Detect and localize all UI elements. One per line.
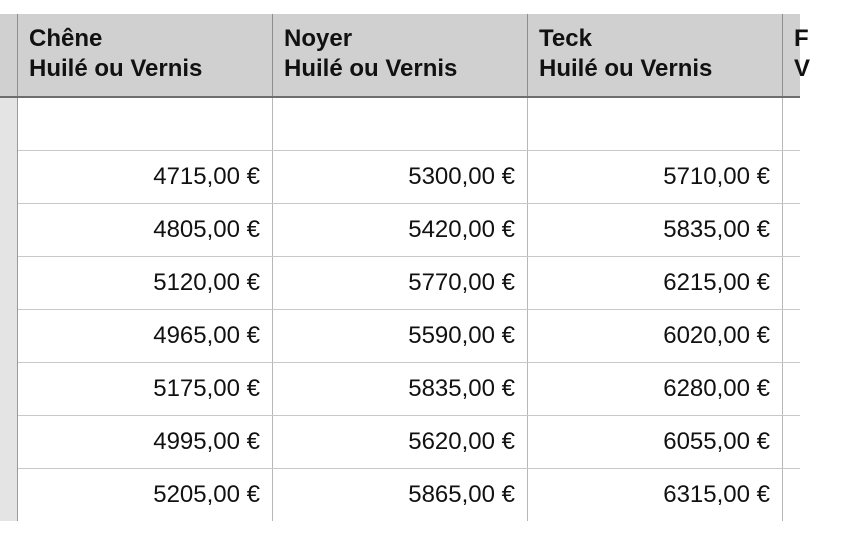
- bottom-margin: [0, 521, 800, 533]
- table-cell[interactable]: 5710,00 €: [528, 151, 783, 203]
- table-cell[interactable]: [528, 98, 783, 150]
- table-cell[interactable]: [783, 310, 843, 362]
- table-cell[interactable]: 6315,00 €: [528, 469, 783, 521]
- header-line1: Teck: [539, 25, 592, 52]
- table-cell[interactable]: 5835,00 €: [528, 204, 783, 256]
- table-cell[interactable]: 4995,00 €: [18, 416, 273, 468]
- table-cell[interactable]: 4715,00 €: [18, 151, 273, 203]
- table-cell[interactable]: 6215,00 €: [528, 257, 783, 309]
- table-cell[interactable]: 5835,00 €: [273, 363, 528, 415]
- table-cell[interactable]: [783, 257, 843, 309]
- header-row: [0, 14, 811, 98]
- table-cell[interactable]: 5620,00 €: [273, 416, 528, 468]
- table-cell[interactable]: 4805,00 €: [18, 204, 273, 256]
- table-row: [18, 469, 800, 522]
- column-header-noyer[interactable]: [273, 14, 528, 96]
- row-header-column: [0, 98, 18, 521]
- table-cell[interactable]: 5590,00 €: [273, 310, 528, 362]
- table-cell[interactable]: [783, 151, 843, 203]
- table-cell[interactable]: 4965,00 €: [18, 310, 273, 362]
- table-cell[interactable]: [783, 98, 843, 150]
- header-line2: Huilé ou Vernis: [539, 55, 713, 82]
- table-cell[interactable]: [783, 469, 843, 521]
- header-line2: Huilé ou Vernis: [284, 55, 458, 82]
- table-cell[interactable]: [273, 98, 528, 150]
- table-row: [18, 98, 800, 151]
- table-cell[interactable]: 5175,00 €: [18, 363, 273, 415]
- table-row: [18, 310, 800, 363]
- table-cell[interactable]: [783, 416, 843, 468]
- table-cell[interactable]: [783, 363, 843, 415]
- table-row: [18, 204, 800, 257]
- table-cell[interactable]: 5120,00 €: [18, 257, 273, 309]
- table-row: [18, 151, 800, 204]
- table-row: [18, 363, 800, 416]
- column-header-teck[interactable]: [528, 14, 783, 96]
- table-cell[interactable]: 6280,00 €: [528, 363, 783, 415]
- table-cell[interactable]: [783, 204, 843, 256]
- row-header-corner: [0, 14, 18, 96]
- table-row: [18, 257, 800, 310]
- table-row: [18, 416, 800, 469]
- table-cell[interactable]: 6055,00 €: [528, 416, 783, 468]
- table-cell[interactable]: 5205,00 €: [18, 469, 273, 521]
- table-cell[interactable]: [18, 98, 273, 150]
- header-line2: Huilé ou Vernis: [29, 55, 203, 82]
- table-cell[interactable]: 5770,00 €: [273, 257, 528, 309]
- table-cell[interactable]: 5420,00 €: [273, 204, 528, 256]
- header-line1: Chêne: [29, 25, 103, 52]
- table-cell[interactable]: 6020,00 €: [528, 310, 783, 362]
- column-header-partial[interactable]: [783, 14, 843, 96]
- header-line1: F: [794, 25, 809, 52]
- table-cell[interactable]: 5300,00 €: [273, 151, 528, 203]
- header-line2: V: [794, 55, 811, 82]
- header-line1: Noyer: [284, 25, 353, 52]
- table-cell[interactable]: 5865,00 €: [273, 469, 528, 521]
- column-header-chene[interactable]: [18, 14, 273, 96]
